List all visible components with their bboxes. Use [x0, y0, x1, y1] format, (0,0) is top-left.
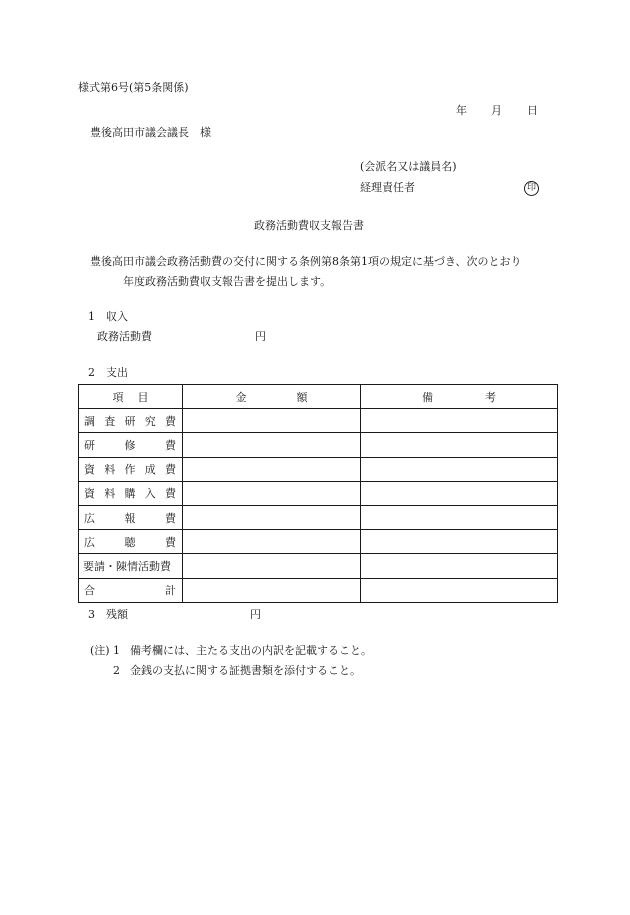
expense-amount-cell[interactable] — [183, 409, 361, 433]
expenditure-heading: 2 支出 — [88, 366, 128, 379]
expense-item-cell — [79, 481, 183, 505]
expense-item-cell — [79, 409, 183, 433]
expense-amount-cell[interactable] — [183, 530, 361, 554]
header-item — [79, 385, 183, 409]
table-row — [79, 505, 558, 529]
expense-amount-cell[interactable] — [183, 554, 361, 578]
seal-mark: 印 — [524, 181, 539, 196]
document-title: 政務活動費収支報告書 — [254, 219, 364, 232]
expense-note-cell[interactable] — [361, 505, 558, 529]
expense-note-cell[interactable] — [361, 530, 558, 554]
note-2-number: 2 — [113, 664, 120, 677]
balance-heading: 3 残額 — [88, 608, 128, 621]
expense-item-label: 要請・陳情活動費 — [83, 559, 171, 573]
expense-amount-cell[interactable] — [183, 457, 361, 481]
income-heading: 1 収入 — [88, 310, 128, 323]
header-item-label: 項目 — [112, 390, 163, 404]
expense-item-cell — [79, 530, 183, 554]
date-day: 日 — [527, 104, 538, 117]
expense-item-cell — [79, 505, 183, 529]
expense-amount-cell[interactable] — [183, 433, 361, 457]
table-row — [79, 457, 558, 481]
expense-item-cell — [79, 554, 183, 578]
expense-item-label: 合 計 — [84, 584, 176, 598]
expense-amount-cell[interactable] — [183, 481, 361, 505]
expense-note-cell[interactable] — [361, 578, 558, 602]
expense-amount-cell[interactable] — [183, 505, 361, 529]
note-2-text: 金銭の支払に関する証拠書類を添付すること。 — [130, 664, 361, 677]
expense-item-cell — [79, 457, 183, 481]
note-1-number: 1 — [113, 644, 120, 657]
accountant-label: 経理責任者 — [360, 181, 415, 194]
income-item-label: 政務活動費 — [97, 330, 152, 343]
table-row — [79, 409, 558, 433]
table-row — [79, 481, 558, 505]
expense-note-cell[interactable] — [361, 554, 558, 578]
date-year: 年 — [456, 104, 467, 117]
table-row — [79, 554, 558, 578]
group-name-label: (会派名又は議員名) — [360, 160, 457, 173]
body-text-line2: 年度政務活動費収支報告書を提出します。 — [123, 275, 332, 288]
table-header-row — [79, 385, 558, 409]
table-row — [79, 578, 558, 602]
addressee: 豊後高田市議会議長 様 — [90, 126, 211, 139]
table-row — [79, 433, 558, 457]
expenditure-table — [78, 384, 558, 603]
expense-note-cell[interactable] — [361, 433, 558, 457]
header-amount — [183, 385, 361, 409]
form-id: 様式第6号(第5条関係) — [78, 81, 189, 94]
body-text-line1: 豊後高田市議会政務活動費の交付に関する条例第8条第1項の規定に基づき、次のとおり — [90, 255, 522, 268]
income-unit: 円 — [255, 330, 266, 343]
header-amount-label: 金額 — [235, 390, 358, 404]
balance-unit: 円 — [250, 608, 261, 621]
table-row — [79, 530, 558, 554]
notes-prefix: (注) — [90, 644, 110, 657]
note-1-text: 備考欄には、主たる支出の内訳を記載すること。 — [130, 644, 372, 657]
expense-item-label: 調 査 研 究 費 — [84, 414, 176, 428]
expense-item-label: 広 聴 費 — [84, 535, 176, 549]
expense-item-cell — [79, 578, 183, 602]
expense-amount-cell[interactable] — [183, 578, 361, 602]
header-note — [361, 385, 558, 409]
expense-item-label: 研 修 費 — [84, 438, 176, 452]
expense-item-cell — [79, 433, 183, 457]
header-note-label: 備考 — [422, 390, 548, 404]
expense-note-cell[interactable] — [361, 457, 558, 481]
date-month: 月 — [491, 104, 502, 117]
expense-note-cell[interactable] — [361, 409, 558, 433]
expense-item-label: 広 報 費 — [84, 511, 176, 525]
expense-note-cell[interactable] — [361, 481, 558, 505]
expense-item-label: 資 料 購 入 費 — [84, 487, 176, 501]
expense-item-label: 資 料 作 成 費 — [84, 463, 176, 477]
